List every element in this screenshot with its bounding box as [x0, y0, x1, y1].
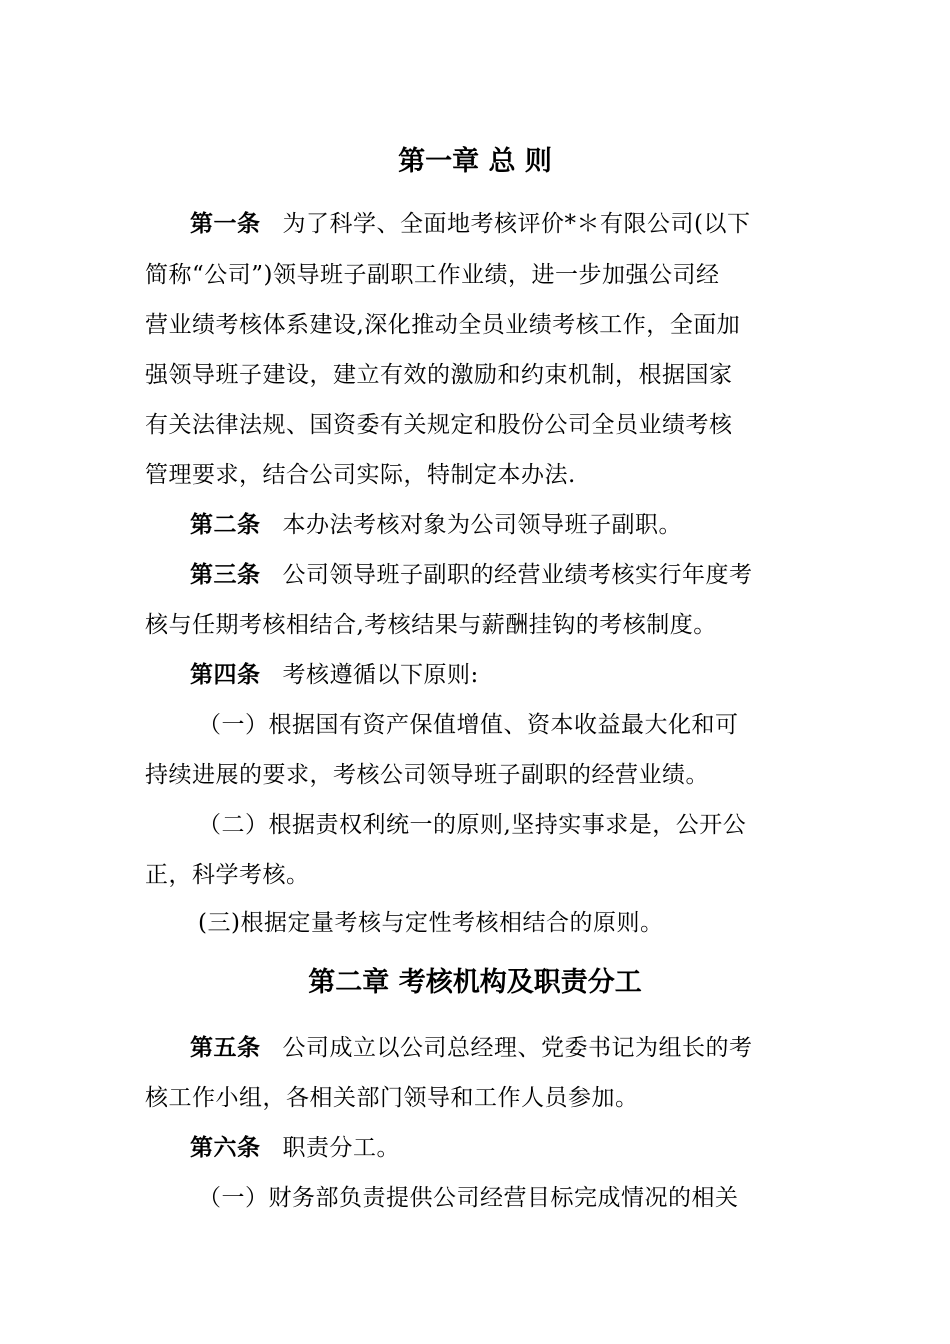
article-1-label: 第一条 — [190, 211, 261, 237]
chapter-2-title: 第二章 考核机构及职责分工 — [308, 967, 642, 998]
chapter-1-title: 第一章 总 则 — [398, 146, 552, 177]
article-3-line-1: 第三条 公司领导班子副职的经营业绩考核实行年度考 — [190, 562, 753, 588]
article-1-line-4: 强领导班子建设，建立有效的激励和约束机制，根据国家 — [145, 362, 733, 388]
article-6-line-1: 第六条 职责分工。 — [190, 1135, 400, 1161]
article-1-line-3: 营业绩考核体系建设,深化推动全员业绩考核工作，全面加 — [145, 312, 741, 338]
article-2-label: 第二条 — [190, 512, 261, 538]
article-3-label: 第三条 — [190, 562, 261, 588]
article-1-line-5: 有关法律法规、国资委有关规定和股份公司全员业绩考核 — [145, 412, 733, 438]
article-4-line-1: 第四条 考核遵循以下原则: — [190, 662, 479, 688]
principle-1-line-2: 持续进展的要求，考核公司领导班子副职的经营业绩。 — [145, 762, 709, 788]
article-1-line-1: 第一条 为了科学、全面地考核评价*＊有限公司(以下 — [190, 211, 751, 237]
article-5-line-1: 第五条 公司成立以公司总经理、党委书记为组长的考 — [190, 1035, 753, 1061]
duty-1-line-1: （一）财务部负责提供公司经营目标完成情况的相关 — [198, 1185, 739, 1211]
article-5-line-2: 核工作小组，各相关部门领导和工作人员参加。 — [145, 1085, 639, 1111]
principle-2-line-2: 正，科学考核。 — [145, 862, 310, 888]
article-2-line-1: 第二条 本办法考核对象为公司领导班子副职。 — [190, 512, 682, 538]
article-6-label: 第六条 — [190, 1135, 261, 1161]
article-3-line-2: 核与任期考核相结合,考核结果与薪酬挂钩的考核制度。 — [145, 612, 717, 638]
principle-2-line-1: （二）根据责权利统一的原则,坚持实事求是，公开公 — [198, 812, 747, 838]
article-4-label: 第四条 — [190, 662, 261, 688]
article-1-line-2: 简称“公司”)领导班子副职工作业绩，进一步加强公司经 — [145, 262, 720, 288]
article-1-line-6: 管理要求，结合公司实际，特制定本办法. — [145, 462, 576, 488]
article-5-label: 第五条 — [190, 1035, 261, 1061]
principle-1-line-1: （一）根据国有资产保值增值、资本收益最大化和可 — [198, 712, 739, 738]
principle-3-line-1: (三)根据定量考核与定性考核相结合的原则。 — [198, 910, 664, 936]
